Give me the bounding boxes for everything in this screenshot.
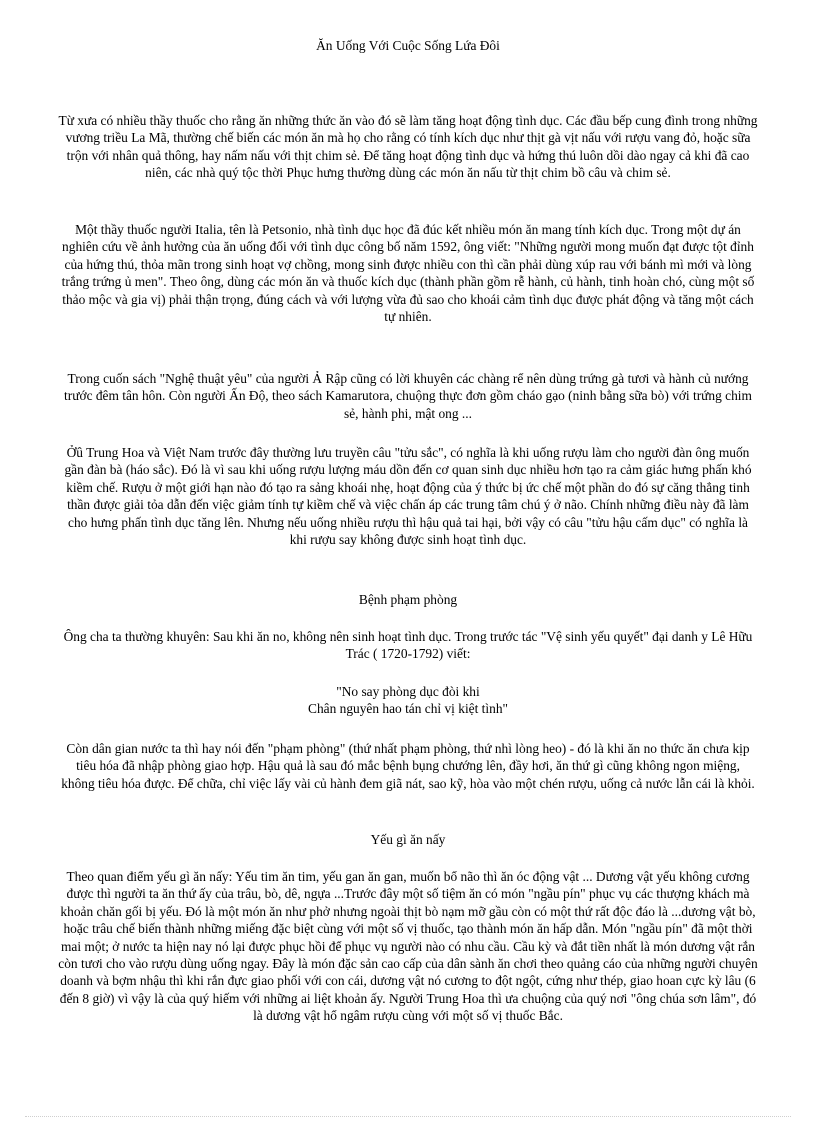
verse-quote [0, 683, 816, 718]
paragraph-nguu-pin: Theo quan điểm yếu gì ăn nấy: Yếu tim ăn tim, yếu gan ăn gan, muốn bổ não thì ăn óc động vật ... Dương vật yếu không cương được thì người ta ăn thứ ấy của trâu, bò, dê, ngựa ...Trước đây một số tiệm ăn có món "ngầu pín" phục vụ các thượng khách mà khoản chăn gối bị yếu. Đó là một món ăn như phở nhưng ngoài thịt bò nạm mỡ gầu còn có một thứ rất độc đáo là ...dương vật bò, hoặc trâu chế biến thành những miếng đặc biệt cùng với một số vị thuốc, tạo thành món ăn hấp dẫn. Món "ngầu pín" đã một thời mai một; ở nước ta hiện nay nó lại được phục hồi để phục vụ người nào có nhu cầu. Cầu kỳ và đắt tiền nhất là món dương vật rắn còn tươi cho vào rượu dùng uống ngay. Đây là món đặc sản cao cấp của dân sành ăn chơi theo quảng cáo của những người chuyên doanh và bợm nhậu thì khi rắn đực giao phối với con cái, dương vật nó cương to đột ngột, cứng như thép, giao hoan cực kỳ lâu (6 đến 8 giờ) vì vậy là của quý hiếm với những ai liệt khoản ấy. Người Trung Hoa thì ưa chuộng của quý nơi "ông chúa sơn lâm", đó là dương vật hổ ngâm rượu cùng với một số vị thuốc Bắc. [58, 869, 758, 1024]
paragraph-history-aphrodisiac-foods: Từ xưa có nhiều thầy thuốc cho rằng ăn những thức ăn vào đó sẽ làm tăng hoạt động tình dục. Các đầu bếp cung đình trong những vương triều La Mã, thường chế biến các món ăn mà họ cho rằng có tính kích dục như thịt gà vịt nấu với rượu vang đỏ, hoặc sữa trộn với nhân quả thông, hay nấm nấu với thịt chim sẻ. Để tăng hoạt động tình dục và hứng thú luôn dồi dào ngay cả khi đã cao niên, các nhà quý tộc thời Phục hưng thường dùng các món ăn nấu từ thịt chim bồ câu và chim sẻ. [58, 113, 758, 181]
paragraph-arab-indian-advice: Trong cuốn sách "Nghệ thuật yêu" của người Ả Rập cũng có lời khuyên các chàng rể nên dùng trứng gà tươi và hành củ nướng trước đêm tân hôn. Còn người Ấn Độ, theo sách Kamarutora, chuộng thực đơn gồm cháo gạo (ninh bằng sữa bò) với trứng chim sẻ, hành phi, mật ong ... [64, 371, 752, 421]
paragraph-petsonio: Một thầy thuốc người Italia, tên là Petsonio, nhà tình dục học đã đúc kết nhiều món ăn mang tính kích dục. Trong một dự án nghiên cứu về ảnh hưởng của ăn uống đối với tình dục công bố năm 1592, ông viết: "Những người mong muốn đạt được tột đỉnh của hứng thú, thỏa mãn trong sinh hoạt vợ chồng, mong sinh được nhiều con thì cần phải dùng xúp rau với bánh mì mới và lòng trắng trứng ủ men". Theo ông, dùng các món ăn và thuốc kích dục (thành phần gồm rễ hành, củ hành, tinh hoàn chó, cùng một số thảo mộc và gia vị) phải thận trọng, đúng cách và với lượng vừa đủ sao cho khoái cảm tình dục được phát động và tăng một cách tự nhiên. [61, 222, 755, 325]
paragraph-tuu-sac: Ởû Trung Hoa và Việt Nam trước đây thường lưu truyền câu "tửu sắc", có nghĩa là khi uống rượu làm cho người đàn ông muốn gần đàn bà (háo sắc). Đó là vì sau khi uống rượu lượng máu dồn đến cơ quan sinh dục nhiều hơn tạo ra cảm giác hưng phấn khó kiềm chế. Rượu ở một giới hạn nào đó tạo ra sảng khoái nhẹ, hoạt động của ý thức bị ức chế một phần do đó sự căng thẳng tinh thần được giải tỏa dẫn đến việc giảm tính tự kiềm chế và việc chấn áp các trung tâm chú ý ở não. Chính những điều này đã làm cho hưng phấn tình dục tăng lên. Nhưng nếu uống nhiều rượu thì hậu quả tai hại, bởi vậy có câu "tửu hậu cấm dục" có nghĩa là khi rượu say không được sinh hoạt tình dục. [64, 445, 752, 548]
document-title: Ăn Uống Với Cuộc Sống Lứa Đôi [316, 38, 500, 53]
paragraph-ve-sinh-yeu-quyet: Ông cha ta thường khuyên: Sau khi ăn no, không nên sinh hoạt tình dục. Trong trước tác "Vệ sinh yếu quyết" đại danh y Lê Hữu Trác ( 1720-1792) viết: [63, 629, 753, 662]
paragraph-folk-pham-phong: Còn dân gian nước ta thì hay nói đến "phạm phòng" (thứ nhất phạm phòng, thứ nhì lòng heo) - đó là khi ăn no thức ăn chưa kịp tiêu hóa đã nhập phòng giao hợp. Hậu quả là sau đó mắc bệnh bụng chướng lên, đầy hơi, ăn thứ gì cũng không ngon miệng, không tiêu hóa được. Để chữa, chỉ việc lấy vài củ hành đem giã nát, sao kỹ, hòa vào một chén rượu, uống cả nước lẫn cái là khỏi. [61, 741, 755, 791]
verse-line-1: "No say phòng dục đòi khi [336, 684, 480, 699]
section-heading-pham-phong: Bệnh phạm phòng [358, 592, 458, 607]
page-bottom-divider [25, 1116, 791, 1117]
section-heading-yeu-gi-an-nay: Yếu gì ăn nấy [370, 832, 446, 847]
verse-line-2: Chân nguyên hao tán chỉ vị kiệt tình" [308, 701, 508, 717]
